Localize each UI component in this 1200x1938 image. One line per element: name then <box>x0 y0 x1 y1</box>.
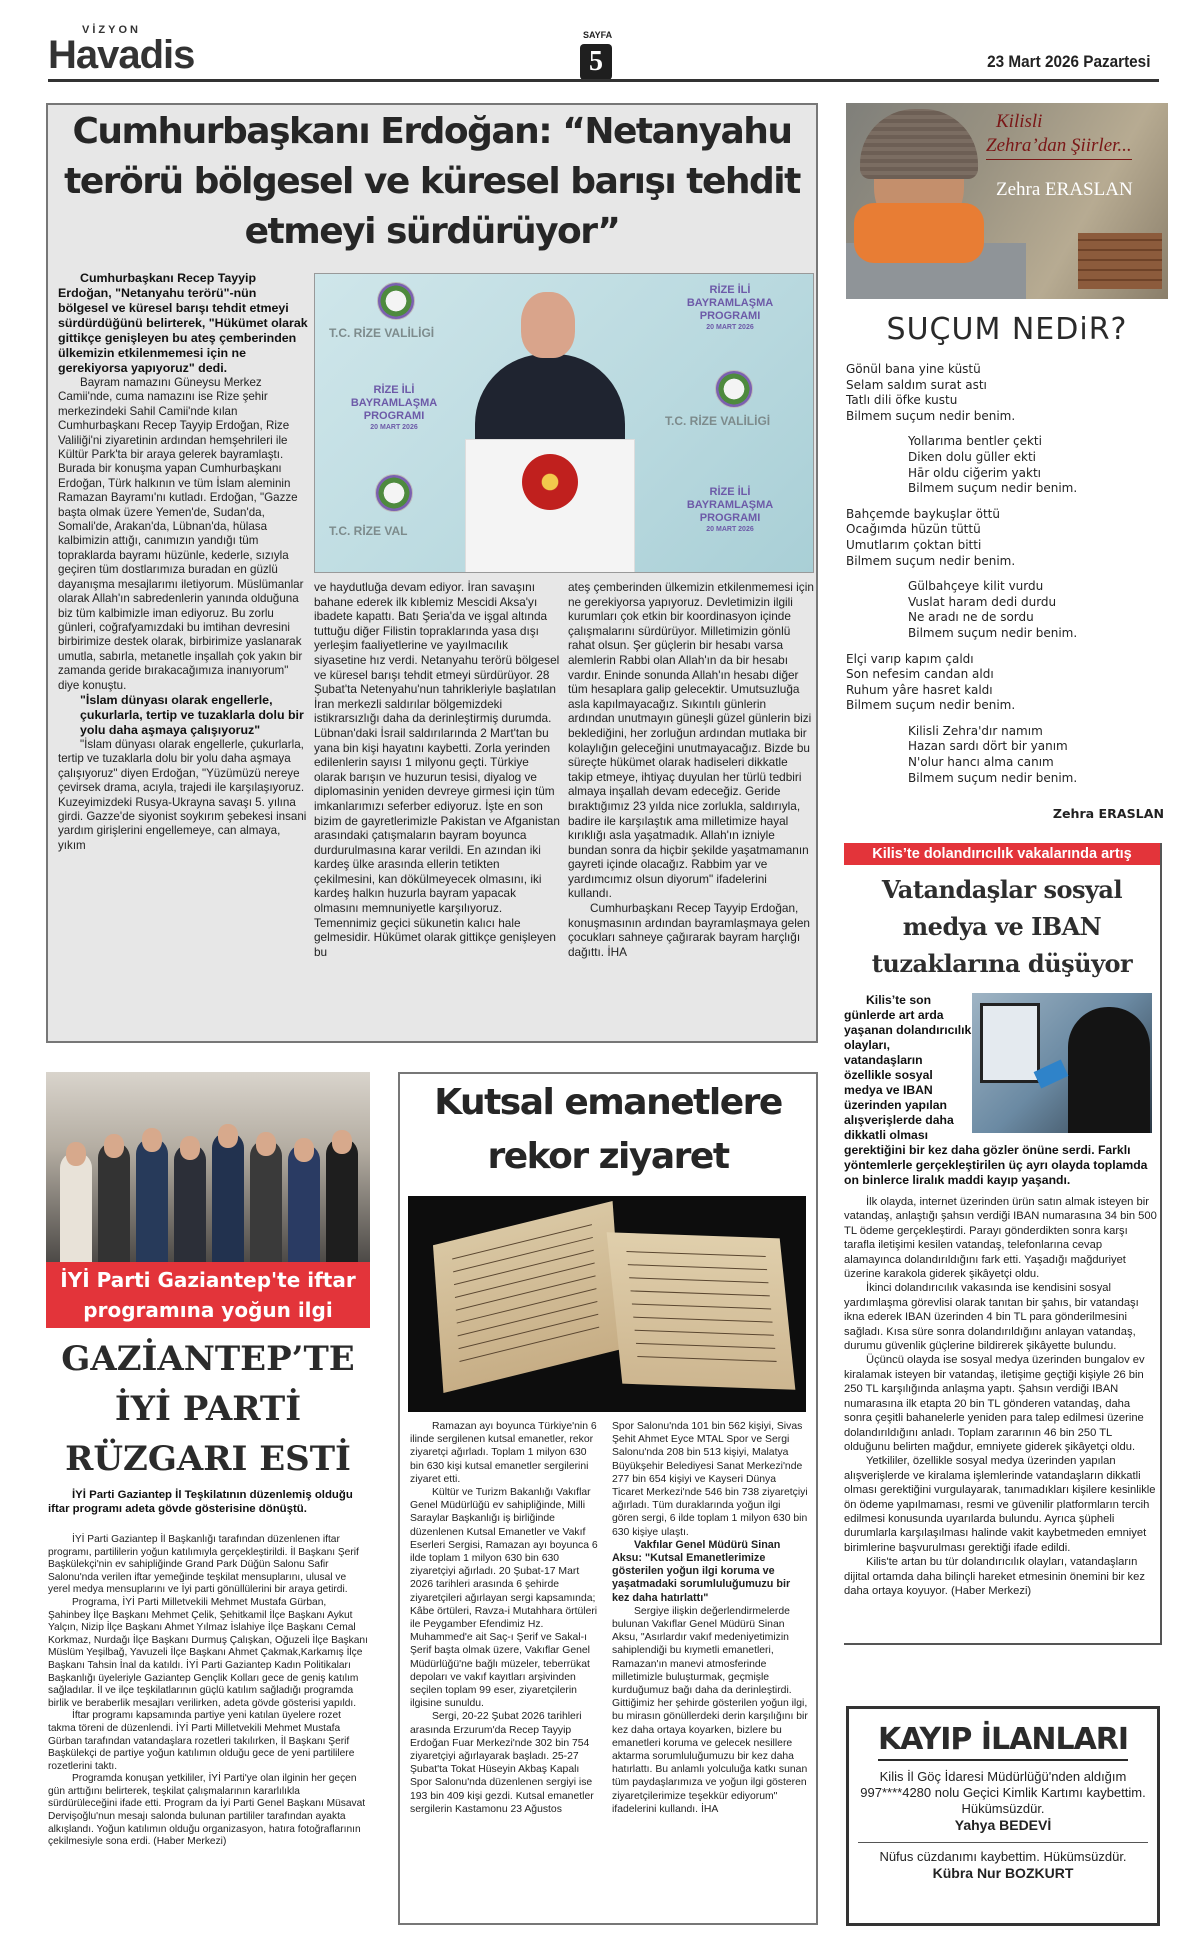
poem-line: Bilmem suçum nedir benim. <box>908 625 1078 640</box>
poem-line: Hār oldu ciğerim yaktı <box>908 465 1041 480</box>
banner-date: 20 MART 2026 <box>370 424 418 431</box>
person-figure <box>250 1140 282 1262</box>
poem-line: Ocağımda hüzün tüttü <box>846 522 981 537</box>
poem-line: Ruhum yâre hasret kaldı <box>846 682 993 697</box>
poet-banner-author: Zehra ERASLAN <box>996 179 1133 200</box>
fraud-article-paragraph: Kilis'te artan bu tür dolandırıcılık olayları, vatandaşların dijital ortamda daha bilinçli hareket etmesinin önemini bir kez daha ortaya koyuyor. (Haber Merkezi) <box>844 1556 1145 1597</box>
main-article-title[interactable]: Cumhurbaşkanı Erdoğan: “Netanyahu terörü bölgesel ve küresel barışı tehdit etmeyi sürdürüyor” <box>64 111 800 252</box>
poem-body <box>846 362 1168 796</box>
main-article-paragraph: Cumhurbaşkanı Recep Tayyip Erdoğan, konuşmasının ardından bayramlaşmaya gelen çocukları sahneye çağırarak bayram harçlığı dağıttı. İHA <box>568 901 810 959</box>
iyi-title-line: İYİ PARTİ <box>114 1389 302 1429</box>
poem-line: Yollarıma bentler çekti <box>908 434 1042 449</box>
lost-ad-2-name: Kübra Nur BOZKURT <box>932 1865 1074 1881</box>
fraud-article-border <box>1160 843 1162 1643</box>
issue-date: 23 Mart 2026 Pazartesi <box>986 52 1150 71</box>
iyi-article-paragraph: İftar programı kapsamında partiye yeni katılan üyelere rozet takma töreni de düzenlendi. İYİ Parti Milletvekili Mehmet Mustafa Gürban tarafından vatandaşlara rozetleri takılırken, İl Başkanı Şerif Başkülekçi de partiye yoğun katılımın olduğu gece de yeni partililere rozetlerini taktı. <box>48 1710 355 1772</box>
calligraphy-line <box>626 1251 765 1257</box>
poem-title: SUÇUM NEDiR? <box>886 312 1128 347</box>
poem-line: Bilmem suçum nedir benim. <box>846 698 1016 713</box>
calligraphy-line <box>635 1330 774 1336</box>
page-label: SAYFA <box>583 30 613 40</box>
person-face <box>104 1134 124 1158</box>
poem-line: Selam saldım surat astı <box>846 377 987 392</box>
person-figure <box>136 1138 168 1262</box>
calligraphy-line <box>459 1327 599 1362</box>
poem-line: Hazan sardı dört bir yanım <box>908 739 1068 754</box>
banner-line: RİZE İLİ <box>373 384 415 396</box>
fraud-article-title[interactable]: Vatandaşlar sosyal medya ve IBAN tuzaklarına düşüyor <box>871 875 1133 978</box>
newspaper-logo[interactable]: Havadis <box>48 33 195 77</box>
rize-emblem-icon <box>377 282 415 320</box>
laptop-screen-icon <box>980 1003 1040 1083</box>
banner-date: 20 MART 2026 <box>706 324 754 331</box>
lost-ad-2-text: Nüfus cüzdanımı kaybettim. Hükümsüzdür. <box>879 1849 1127 1864</box>
poem-line: Ne aradı ne de sordu <box>908 610 1034 625</box>
poem-line: Bilmem suçum nedir benim. <box>846 553 1016 568</box>
lost-ads-title: KAYIP İLANLARI <box>878 1721 1128 1761</box>
banner-line: PROGRAMI <box>363 410 425 422</box>
person-face <box>180 1136 200 1160</box>
fraud-article <box>844 843 1166 1643</box>
iyi-article-paragraph: İYİ Parti Gaziantep İl Başkanlığı tarafından düzenlenen iftar programı, partililerin yoğun katılımıyla gerçekleştirildi. İl Başkanı Şerif Başkülekçi'nin ev sahipliğinde Grand Park Düğün Salonu Safir Salonu'nda verilen iftar yemeğinde teşkilat mensuplarını, ulusal ve yerel medya mensuplarını ve İyi parti gönüllülerini bir araya getirdi. <box>48 1534 359 1596</box>
calligraphy-line <box>629 1277 768 1283</box>
kutsal-article-column-2 <box>612 1420 808 1816</box>
person-figure <box>174 1144 206 1262</box>
rize-emblem-icon <box>715 370 753 408</box>
iyi-article-paragraph: Programa, İYİ Parti Milletvekili Mehmet Mustafa Gürban, Şahinbey İlçe Başkanı Mehmet Çelik, Şehitkamil İlçe Başkanı Aykut Yalçın, Nizip İlçe Başkanı Ahmet Yılmaz İslahiye İlçe Başkanı Cemal Korkmaz, Nurdağı İlçe Başkanı Durmuş Çalışkan, Oğuzeli İlçe Başkanı Müslüm Yeşilbağ, Yavuzeli İlçe Başkanı Ahmet Çakmak,Karkamış İlçe Başkanı Tahsin İnal da katıldı. İYİ Parti Gaziantep Kadın Politikaları Başkanlığı üyeleriyle Gaziantep Gençlik Kolları gece de geniş katılım sağladılar. İl ve ilçe teşkilatlarının güçlü katılım sağladığı programda birlik ve beraberlik mesajları verilirken, adeta gövde gösterisi yapıldı. <box>48 1596 368 1709</box>
main-article-column-3 <box>568 580 814 959</box>
manuscript-left-page <box>433 1201 623 1393</box>
kutsal-article-title[interactable]: Kutsal emanetlere rekor ziyaret <box>434 1082 782 1177</box>
lost-ads-box <box>846 1706 1160 1926</box>
fraud-article-border <box>844 1643 1162 1645</box>
lost-ad-1-text: Kilis İl Göç İdaresi Müdürlüğü'nden aldığım 997****4280 nolu Geçici Kimlik Kartımı kaybettim. Hükümsüzdür. <box>860 1769 1146 1816</box>
poem-line: Tatlı dili öfke kustu <box>846 393 958 408</box>
main-article <box>46 103 818 1043</box>
poem-line: Gülbahçeye kilit vurdu <box>908 579 1044 594</box>
kutsal-article-paragraph: Sergi, 20-22 Şubat 2026 tarihleri arasında Erzurum'da Recep Tayyip Erdoğan Fuar Merkezi'nde 302 bin 754 ziyaretçiyi ağırlayarak başladı. 25-27 Şubat'ta Tokat Hüseyin Akbaş Kapalı Spor Salonu'nda düzenlenen sergiyi ise 193 bin 409 kişi gezdi. Kutsal emanetler sergilerin Kastamonu 23 Ağustos <box>410 1711 594 1815</box>
photo-banner-program <box>665 284 795 332</box>
kutsal-article-paragraph: Kültür ve Turizm Bakanlığı Vakıflar Genel Müdürlüğü ev sahipliğinde, Milli Saraylar Başkanlığı iş birliğinde düzenlenen Kutsal Emanetler ve Vakıf Eserleri Sergisi, Ramazan ayı boyunca 6 ilde toplam 1 milyon 630 bin 630 ziyaretçiyi ağırladı. 20 Şubat-17 Mart 2026 tarihleri arasında 6 şehirde ziyaretçileri ağırlayan sergi kapsamında; Kâbe örtüleri, Ravza-i Mutahhara örtüleri ile Peygamber Efendimiz Hz. Muhammed'e ait Saç-ı Şerif ve Sakal-ı Şerif başta olmak üzere, Vakıflar Genel Müdürlüğü'ne bağlı müzeler, teberrükat depoları ve vakıf kayıtları arşivinden seçilen toplam 99 eser, ziyaretçilerin ilgisine sunuldu. <box>410 1487 598 1710</box>
calligraphy-line <box>630 1290 769 1296</box>
poet-scarf <box>854 203 984 263</box>
main-article-subhead: "İslam dünyası olarak engellerle, çukurlarla, tertip ve tuzaklarla dolu bir yolu daha aşmaya çalışıyoruz" <box>80 692 304 737</box>
photo-banner-program <box>329 384 459 432</box>
fraud-article-kicker: Kilis’te dolandırıcılık vakalarında artış <box>844 843 1160 865</box>
poem-stanza <box>846 507 1168 569</box>
main-article-paragraph: Bayram namazını Güneysu Merkez Camii'nde, cuma namazını ise Rize şehir merkezindeki Sahil Camii'nde kılan Cumhurbaşkanı Recep Tayyip Erdoğan, Rize Valiliği'ni ziyaretinin ardından hemşehrileri ile Kültür Park'ta bir araya gelerek bayramlaştı. Burada bir konuşma yapan Cumhurbaşkanı Erdoğan, Türk halkının ve tüm İslam aleminin Ramazan Bayramı'nı kutladı. Erdoğan, "Gazze başta olmak üzere Yemen'de, Sudan'da, Somali'de, Arakan'da, Lübnan'da, hülasa kalbimizin attığı, canımızın yandığı tüm topraklarda bayramı hüzünle, kederle, sızıyla geçiren tüm dostlarımıza buradan en güzlü dayanışma mesajlarımı iletiyorum. Müslümanlar olarak Allah'ın sabredenlerin yanında olduğuna biz tüm kalbimizle iman ediyoruz. Bu zorlu günleri, coğrafyamızdaki bu imtihan devresini birbirimize destek olarak, birbirimize yaslanarak umutla, sabırla, metanetle inşallah çok yakın bir zamanda geride bırakacağımıza inanıyorum" diye konuştu. <box>58 376 304 692</box>
poem-signature: Zehra ERASLAN <box>1052 806 1164 821</box>
person-figure <box>212 1132 244 1262</box>
fraud-article-lead: Kilis’te son günlerde art arda yaşanan dolandırıcılık olayları, vatandaşların özellikle sosyal medya ve IBAN üzerinden yapılan alışverişlerde daha dikkatli olması gerektiğini bir kez daha gözler önüne serdi. Farklı yöntemlerle gerçekleştirilen üç ayrı olayda toplamda on binlerce liralık maddi kayıp yaşandı. <box>844 993 1148 1187</box>
iftar-group-photo[interactable] <box>46 1072 370 1262</box>
iyi-article-title[interactable] <box>46 1334 370 1484</box>
poem-line: Son nefesim candan aldı <box>846 667 994 682</box>
poet-hat <box>860 109 978 179</box>
lost-ad-1-name: Yahya BEDEVİ <box>954 1817 1052 1833</box>
calligraphy-line <box>632 1304 771 1310</box>
poem-stanza <box>846 434 1168 496</box>
poem-stanza <box>846 652 1168 714</box>
person-face <box>66 1142 86 1166</box>
banner-line: BAYRAMLAŞMA <box>350 397 438 409</box>
person-figure <box>60 1152 92 1262</box>
poem-stanza <box>846 724 1168 786</box>
person-face <box>294 1138 314 1162</box>
poem-line: Bilmem suçum nedir benim. <box>846 408 1016 423</box>
poem-line: Diken dolu güller ekti <box>908 449 1037 464</box>
photo-banner-valilik: T.C. RİZE VALİLİGİ <box>665 414 771 428</box>
iyi-article-paragraph: Programda konuşan yetkililer, İYİ Parti'ye olan ilginin her geçen gün arttığını belirterek, teşkilat çalışmalarının kararlılıkla sürdürüleceğini ifade etti. Program da İyi Parti Genel Başkanı Müsavat Dervişoğlu'nun mesajı salonda bulunan partililer tarafından ayakta alkışlandı. Yoğun katılımın olduğu organizasyon, hatıra fotoğraflarının çekilmesiyle sona erdi. (Haber Merkezi) <box>48 1773 366 1848</box>
poem-line: N'olur hancı alma canım <box>908 755 1054 770</box>
books-quill-icon <box>1078 233 1162 289</box>
person-face <box>256 1132 276 1156</box>
masked-hacker <box>1068 1007 1150 1133</box>
poem-line: Gönül bana yine küstü <box>846 362 981 376</box>
photo-banner-program <box>665 486 795 534</box>
masthead-divider <box>48 79 1159 82</box>
logo-tagline: VİZYON <box>82 24 141 36</box>
person-figure <box>326 1138 358 1262</box>
iyi-kicker-line: programına yoğun ilgi <box>83 1298 333 1322</box>
main-article-column-1 <box>58 271 308 853</box>
page-number: 5 <box>580 44 612 80</box>
banner-date: 20 MART 2026 <box>706 526 754 533</box>
calligraphy-line <box>636 1343 775 1349</box>
hacker-photo[interactable] <box>972 993 1152 1133</box>
kutsal-article <box>398 1072 818 1925</box>
poem-stanza <box>846 579 1168 641</box>
banner-line: BAYRAMLAŞMA <box>686 499 774 511</box>
poem-line: Bahçemde baykuşlar öttü <box>846 506 1000 521</box>
speaker-head <box>521 292 575 358</box>
main-article-column-2 <box>314 580 562 959</box>
calligraphy-line <box>637 1356 776 1362</box>
lost-ads-divider <box>858 1842 1148 1843</box>
kutsal-article-paragraph: Ramazan ayı boyunca Türkiye'nin 6 ilinde sergilenen kutsal emanetler, rekor ziyaretçi ağırladı. Toplam 1 milyon 630 bin 630 kişi kutsal emanetler sergilerini ziyaret etti. <box>410 1421 597 1485</box>
banner-line: RİZE İLİ <box>709 486 751 498</box>
fraud-article-paragraph: Üçüncü olayda ise sosyal medya üzerinden bungalov ev kiralamak isteyen bir vatandaş, iletişime geçtiği kişiyle 26 bin 250 TL karşılığında anlaşma yaptı. Şahsın verdiği IBAN numarasına ilk etapta 20 bin TL gönderen vatandaş, daha sonra çeşitli bahanelerle yeniden para talep edilmesi üzerine dolandırıldığını anladı. Toplam zararının 46 bin 250 TL olduğunu belirten mağdur, emniyete giderek şikâyetçi oldu. <box>844 1354 1145 1453</box>
poem-line: Elçi varıp kapım çaldı <box>846 651 974 666</box>
photo-banner-valilik: T.C. RİZE VALİLİGİ <box>329 326 435 340</box>
iyi-title-line: GAZİANTEP’TE <box>61 1339 355 1379</box>
calligraphy-line <box>633 1317 772 1323</box>
poem-line: Bilmem suçum nedir benim. <box>908 481 1078 496</box>
fraud-article-paragraph: İlk olayda, internet üzerinden ürün satın almak isteyen bir vatandaş, anlaştığı şahsın verdiği IBAN numarasına 34 bin 500 TL ödeme gerçekleştirdi. Parayı gönderdikten sonra karşı tarafla iletişimi kesilen vatandaş, telefonlarına cevap alamayınca dolandırıldığını fark etti. Yaşadığı mağduriyet üzerine karakola giderek şikâyetçi oldu. <box>844 1196 1157 1281</box>
iyi-title-line: RÜZGARI ESTİ <box>65 1439 351 1479</box>
kutsal-article-column-1 <box>410 1420 602 1816</box>
poet-banner-line2: Zehra’dan Şiirler... <box>986 135 1132 160</box>
banner-line: RİZE İLİ <box>709 284 751 296</box>
main-article-lead: Cumhurbaşkanı Recep Tayyip Erdoğan, "Netanyahu terörü"-nün bölgesel ve küresel barışı tehdit etmeyi sürdürdüğünü belirterek, "Hükümet olarak gittikçe genişleyen bu ateş çemberinden ülkemizin etkilenmemesi için ne gerekiyorsa yapıyoruz" dedi. <box>58 271 308 375</box>
fraud-article-body <box>844 1195 1160 1598</box>
kutsal-article-paragraph: Spor Salonu'nda 101 bin 562 kişiyi, Sivas Şehit Ahmet Eyce MTAL Spor ve Sergi Salonu'nda 208 bin 513 kişiyi, Malatya Büyükşehir Belediyesi Sanat Merkezi'nde 277 bin 654 kişiyi ve Kayseri Dünya Ticaret Merkezi'nde 546 bin 738 ziyaretçiyi ağırladı. Tüm duraklarında yoğun ilgi gören sergi, 6 ilde toplam 1 milyon 630 bin 630 kişiye ulaştı. <box>612 1421 808 1538</box>
erdogan-speech-photo[interactable] <box>314 273 814 573</box>
poem-line: Vuslat haram dedi durdu <box>908 594 1057 609</box>
fraud-article-paragraph: İkinci dolandırıcılık vakasında ise kendisini sosyal yardımlaşma görevlisi olarak tanıtan bir şahıs, bir vatandaşı ikna ederek IBAN üzerinden 4 bin TL para gönderilmesini sağladı. Kısa süre sonra dolandırıldığını anlayan vatandaş, durumu güvenlik güçlerine bildirerek şikâyette bulundu. <box>844 1282 1139 1353</box>
main-article-paragraph: ve haydutluğa devam ediyor. İran savaşını bahane ederek ilk kıblemiz Mescidi Aksa'yı ibadete kapattı. Batı Şeria'da ve işgal altında tuttuğu diğer Filistin topraklarında yasa dışı yerleşim faaliyetlerine ve yayılmacılık siyasetine hız verdi. Netanyahu terörü bölgesel ve küresel barışı tehdit etmeyi sürdürüyor. 28 Şubat'ta Netenyahu'nun tahrikleriyle başlatılan İran merkezli saldırılar bölgemizdeki istikrarsızlığı daha da derinleştirmiş durumda. Lübnan'daki İsrail saldırılarında 2 Mart'tan bu yana bin kişi hayatını kaybetti. Zorla yerinden edilenlerin sayısı 1 milyonu geçti. Türkiye olarak barışın ve huzurun tesisi, diyalog ve diplomasinin yeniden devreye girmesi için tüm imkanlarımızı seferber ediyoruz. İşte en son bizim de gayretlerimizle Pakistan ve Afganistan arasındaki çatışmaların bayram boyunca durdurulmasına karar verildi. En azından iki kardeş ülke arasında ellerin tetikten çekilmesini, kan dökülmeyecek olmasını, iki kardeş halkın huzurla bayram yapacak olmasını memnuniyetle karşılıyoruz. Temennimiz geçici sükunetin kalıcı hale gelmesidir. Hükümet olarak gittikçe genişleyen bu <box>314 580 560 959</box>
poem-stanza <box>846 362 1168 424</box>
calligraphy-line <box>628 1264 767 1270</box>
main-article-paragraph: "İslam dünyası olarak engellerle, çukurlarla, tertip ve tuzaklarla dolu bir yolu daha aşmaya çalışıyoruz" diyen Erdoğan, "Yüzümüzü nereye çevirsek drama, acıyla, trajedi ile karşılaşıyoruz. Kuzeyimizdeki Rusya-Ukrayna savaşı 5. yılına girdi. Gazze'de siyonist soykırım şebekesi insani yardım girişlerini engellemeye, can almaya, yıkım <box>58 737 307 852</box>
photo-banner-valilik: T.C. RİZE VAL <box>329 524 408 538</box>
iyi-article-kicker <box>46 1262 370 1328</box>
iyi-kicker-line: İYİ Parti Gaziantep'te iftar <box>60 1268 356 1292</box>
person-face <box>142 1128 162 1152</box>
presidential-seal-icon <box>522 454 578 510</box>
person-figure <box>98 1142 130 1262</box>
poet-banner-image[interactable] <box>846 103 1168 299</box>
iyi-article-lead: İYİ Parti Gaziantep İl Teşkilatının düzenlemiş olduğu iftar programı adeta gövde gösterisine dönüştü. <box>48 1489 353 1515</box>
manuscript-right-page <box>607 1232 796 1390</box>
banner-line: BAYRAMLAŞMA <box>686 297 774 309</box>
poem-line: Umutlarım çoktan bitti <box>846 537 982 552</box>
banner-line: PROGRAMI <box>699 310 761 322</box>
banner-line: PROGRAMI <box>699 512 761 524</box>
poem-line: Kilisli Zehra'dır namım <box>908 723 1043 738</box>
fraud-article-paragraph: Yetkililer, özellikle sosyal medya üzerinden yapılan alışverişlerde ve kiralama işlemlerinde vatandaşların dikkatli olması gerektiğini vurgulayarak, tanımadıkları kişilere kesinlikle ön ödeme yapılmaması, resmi ve güvenilir platformların tercih edilmesi konusunda uyarılarda bulundu. Ayrıca şüpheli durumlarla karşılaşılması halinde vakit kaybetmeden emniyet birimlerine başvurulması gerektiği ifade edildi. <box>844 1455 1156 1554</box>
person-face <box>332 1130 352 1154</box>
person-face <box>218 1124 238 1148</box>
iyi-article-body <box>48 1534 370 1849</box>
manuscript-photo[interactable] <box>408 1196 806 1412</box>
poem-line: Bilmem suçum nedir benim. <box>908 770 1078 785</box>
main-article-paragraph: ateş çemberinden ülkemizin etkilenmemesi için ne gerekiyorsa yapıyoruz. Devletimizin ilgili kurumları çok etkin bir koordinasyon içinde çalışmalarını sürdürüyor. Milletimizin gönlü rahat olsun. Şer güçlerin bir hesabı varsa alemlerin Rabbi olan Allah'ın da bir hesabı vardır. Eninde sonunda Allah'ın hesabı diğer tüm hesaplara galip gelecektir. Umutsuzluğa asla kapılmayacağız. Sıkıntılı günlerin ardından unutmayın güneşli güzel günlerin bizi beklediğini, her zorluğun ardından mutlaka bir kolaylığın geleceğini unutmayacağız. Bizde bu süreçte hükümet olarak hadiseleri dikkatle takip etmeye, ihtiyaç duyulan her türlü tedbiri almaya inşallah devam edeceğiz. Geride bıraktığımız 23 yılda nice zorlukla, saldırıyla, badire ile karşılaştık ama milletimize hayal kırıklığı asla yaşatmadık. Allah'ın izniyle bundan sonra da hiçbir şekilde yaşatmamanın gayreti içinde olacağız. Rabbim yar ve yardımcımız olsun diyorum" ifadelerini kullandı. <box>568 580 814 901</box>
poet-banner-line1: Kilisli <box>996 111 1043 132</box>
kutsal-article-paragraph: Sergiye ilişkin değerlendirmelerde bulunan Vakıflar Genel Müdürü Sinan Aksu, "Asırlardır vakıf medeniyetimizin sahiplendiği bu kıymetli emanetleri, Ramazan'ın manevi atmosferinde milletimizle buluşturmak, geçmişle kurduğumuz bağı daha da derinleştirdi. Gittiğimiz her şehirde gösterilen yoğun ilgi, bu mirasın gönüllerdeki derin karşılığını bir kez daha ortaya koyarken, bizlere bu emanetleri koruma ve gelecek nesillere aktarma sorumluluğumuzu bir kez daha hatırlattı. Bu anlamlı yolculuğa katkı sunan tüm paydaşlarımıza ve yoğun ilgi gösteren ziyaretçilerimize teşekkür ediyorum" ifadelerini kullandı. İHA <box>612 1605 808 1815</box>
rize-emblem-icon <box>375 474 413 512</box>
kutsal-article-subhead: Vakfılar Genel Müdürü Sinan Aksu: "Kutsal Emanetlerimize gösterilen yoğun ilgi koruma ve yaşatmadaki sorumluluğumuzu bir kez daha hatırlattı" <box>612 1538 791 1604</box>
